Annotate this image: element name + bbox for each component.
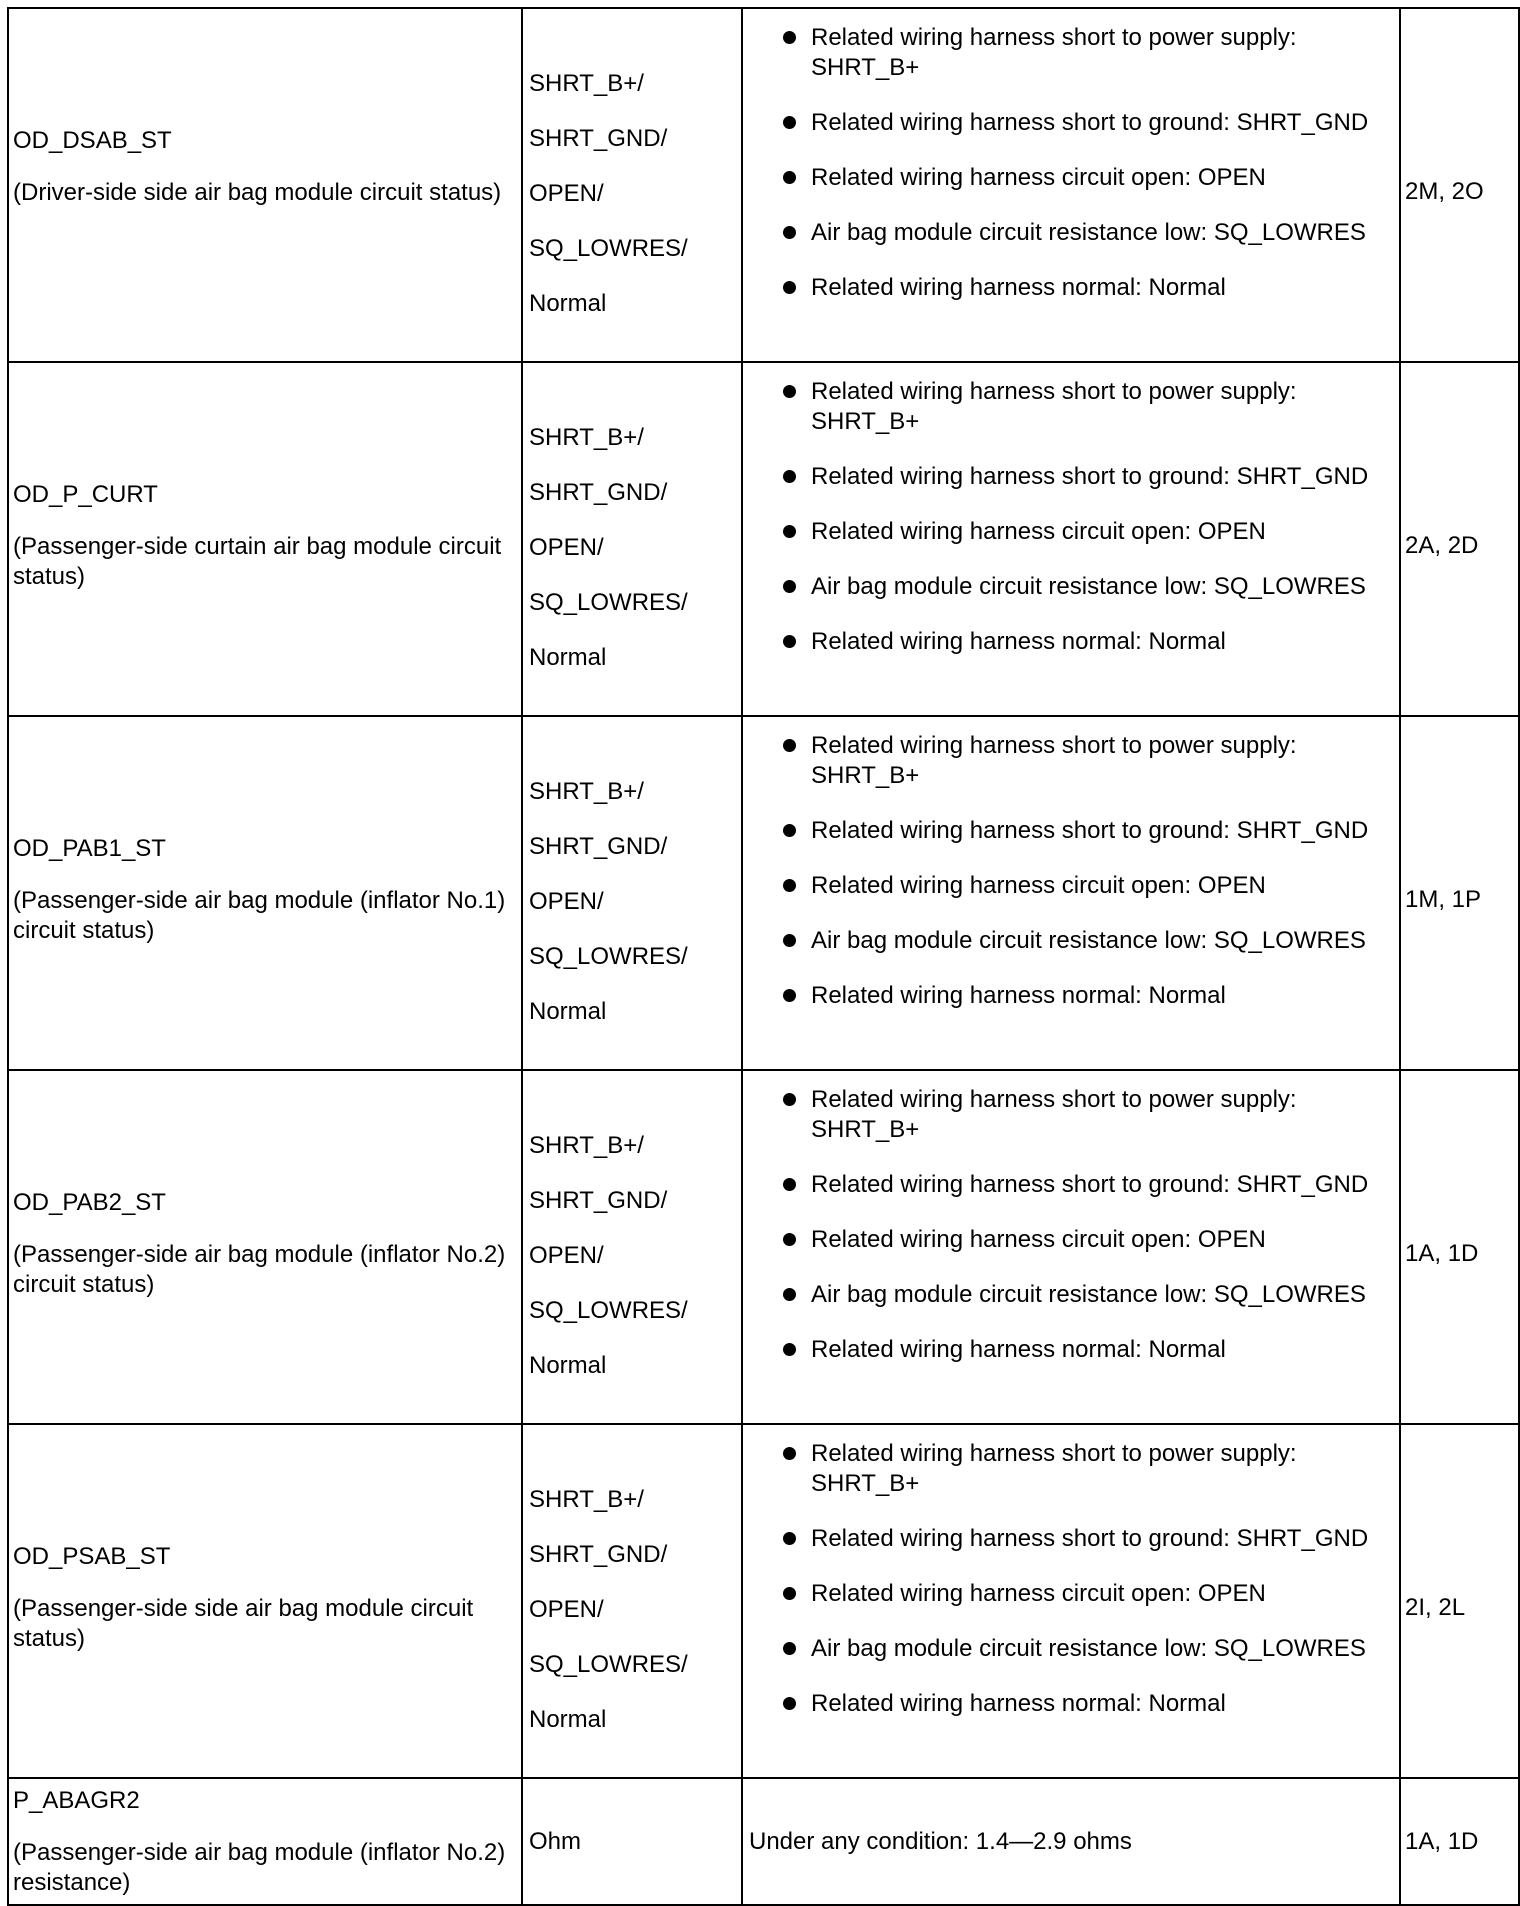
condition-list: [777, 377, 1391, 657]
unit-value: SHRT_GND/: [529, 1541, 668, 1568]
terminal-cell: 2I, 2L: [1400, 1424, 1519, 1778]
unit-value: Normal: [529, 1706, 607, 1733]
unit-value: SQ_LOWRES/: [529, 235, 688, 262]
condition-text: Related wiring harness normal: Normal: [811, 1690, 1226, 1717]
bullet-icon: [783, 1343, 796, 1356]
pid-monitor-table: [7, 7, 1520, 1906]
list-item: [777, 731, 1391, 791]
parameter-cell: [8, 8, 522, 362]
bullet-icon: [783, 116, 796, 129]
table-row: [8, 1778, 1519, 1905]
unit-value: Normal: [529, 998, 607, 1025]
condition-text: Related wiring harness normal: Normal: [811, 628, 1226, 655]
parameter-description: (Passenger-side air bag module (inflator No.2) circuit status): [13, 1241, 506, 1298]
list-item: [777, 1225, 1391, 1255]
list-item: [777, 1085, 1391, 1145]
list-item: [777, 572, 1391, 602]
terminal-cell: 1M, 1P: [1400, 716, 1519, 1070]
list-item: [777, 1634, 1391, 1664]
parameter-description: (Passenger-side air bag module (inflator No.2) resistance): [13, 1838, 506, 1896]
unit-value: SQ_LOWRES/: [529, 1297, 688, 1324]
condition-text: Related wiring harness short to power supply: SHRT_B+: [811, 24, 1297, 81]
parameter-name: OD_P_CURT: [13, 481, 158, 508]
unit-value: Normal: [529, 1352, 607, 1379]
condition-text: Related wiring harness short to power supply: SHRT_B+: [811, 732, 1297, 789]
bullet-icon: [783, 1233, 796, 1246]
unit-value: Normal: [529, 644, 607, 671]
list-item: [777, 1280, 1391, 1310]
parameter-name: P_ABAGR2: [13, 1786, 140, 1814]
list-item: [777, 627, 1391, 657]
unit-value: SHRT_B+/: [529, 70, 644, 97]
parameter-name: OD_PAB2_ST: [13, 1189, 166, 1216]
unit-value: SQ_LOWRES/: [529, 1651, 688, 1678]
unit-cell: [522, 1070, 742, 1424]
condition-list: [777, 1085, 1391, 1365]
list-item: [777, 816, 1391, 846]
unit-value: SHRT_B+/: [529, 1132, 644, 1159]
bullet-icon: [783, 226, 796, 239]
terminal-cell: 1A, 1D: [1400, 1778, 1519, 1905]
bullet-icon: [783, 171, 796, 184]
condition-cell: [742, 716, 1400, 1070]
bullet-icon: [783, 1697, 796, 1710]
unit-value: OPEN/: [529, 1596, 604, 1623]
unit-value: OPEN/: [529, 888, 604, 915]
parameter-cell: [8, 1424, 522, 1778]
table-row: [8, 1070, 1519, 1424]
condition-cell: [742, 362, 1400, 716]
condition-text: Related wiring harness normal: Normal: [811, 1336, 1226, 1363]
bullet-icon: [783, 1532, 796, 1545]
table-row: [8, 362, 1519, 716]
parameter-name: OD_PAB1_ST: [13, 835, 166, 862]
unit-value: SHRT_B+/: [529, 424, 644, 451]
list-item: [777, 981, 1391, 1011]
terminal-cell: 1A, 1D: [1400, 1070, 1519, 1424]
condition-text: Related wiring harness short to power supply: SHRT_B+: [811, 1440, 1297, 1497]
bullet-icon: [783, 580, 796, 593]
unit-value: SHRT_GND/: [529, 833, 668, 860]
condition-text: Related wiring harness circuit open: OPEN: [811, 1226, 1266, 1253]
table-body: [8, 8, 1519, 1905]
condition-text: Related wiring harness short to ground: SHRT_GND: [811, 1525, 1369, 1552]
condition-text: Air bag module circuit resistance low: SQ_LOWRES: [811, 927, 1366, 954]
parameter-description: (Passenger-side air bag module (inflator No.1) circuit status): [13, 887, 506, 944]
bullet-icon: [783, 934, 796, 947]
list-item: [777, 108, 1391, 138]
condition-text: Related wiring harness circuit open: OPEN: [811, 1580, 1266, 1607]
parameter-cell: [8, 362, 522, 716]
list-item: [777, 1439, 1391, 1499]
parameter-name: OD_DSAB_ST: [13, 127, 172, 154]
unit-cell: [522, 362, 742, 716]
bullet-icon: [783, 1288, 796, 1301]
bullet-icon: [783, 31, 796, 44]
unit-value: SHRT_B+/: [529, 778, 644, 805]
condition-text: Related wiring harness short to power supply: SHRT_B+: [811, 378, 1297, 435]
bullet-icon: [783, 824, 796, 837]
condition-text: Related wiring harness normal: Normal: [811, 274, 1226, 301]
unit-cell: [522, 716, 742, 1070]
bullet-icon: [783, 1642, 796, 1655]
list-item: [777, 218, 1391, 248]
list-item: [777, 871, 1391, 901]
table-row: [8, 8, 1519, 362]
condition-text: Air bag module circuit resistance low: SQ_LOWRES: [811, 1635, 1366, 1662]
unit-value: Normal: [529, 290, 607, 317]
condition-text: Related wiring harness circuit open: OPEN: [811, 518, 1266, 545]
condition-text: Related wiring harness normal: Normal: [811, 982, 1226, 1009]
parameter-name: OD_PSAB_ST: [13, 1543, 171, 1570]
list-item: [777, 1524, 1391, 1554]
parameter-cell: [8, 716, 522, 1070]
condition-text: Related wiring harness circuit open: OPEN: [811, 872, 1266, 899]
list-item: [777, 1170, 1391, 1200]
condition-text: Related wiring harness short to ground: SHRT_GND: [811, 1171, 1369, 1198]
terminal-cell: 2M, 2O: [1400, 8, 1519, 362]
unit-cell: Ohm: [522, 1778, 742, 1905]
bullet-icon: [783, 635, 796, 648]
list-item: [777, 273, 1391, 303]
unit-value: SHRT_B+/: [529, 1486, 644, 1513]
list-item: [777, 1579, 1391, 1609]
condition-text: Air bag module circuit resistance low: SQ_LOWRES: [811, 1281, 1366, 1308]
list-item: [777, 462, 1391, 492]
condition-cell: Under any condition: 1.4—2.9 ohms: [742, 1778, 1400, 1905]
table-row: [8, 716, 1519, 1070]
parameter-description: (Passenger-side curtain air bag module circuit status): [13, 533, 502, 590]
bullet-icon: [783, 385, 796, 398]
parameter-cell: [8, 1070, 522, 1424]
unit-cell: [522, 8, 742, 362]
parameter-description: (Passenger-side side air bag module circuit status): [13, 1595, 474, 1652]
bullet-icon: [783, 1447, 796, 1460]
parameter-description: (Driver-side side air bag module circuit status): [13, 179, 502, 206]
condition-text: Related wiring harness short to ground: SHRT_GND: [811, 817, 1369, 844]
condition-text: Related wiring harness circuit open: OPEN: [811, 164, 1266, 191]
condition-list: [777, 1439, 1391, 1719]
condition-cell: [742, 1424, 1400, 1778]
unit-value: SQ_LOWRES/: [529, 943, 688, 970]
parameter-cell: [8, 1778, 522, 1905]
unit-value: SQ_LOWRES/: [529, 589, 688, 616]
bullet-icon: [783, 281, 796, 294]
unit-value: OPEN/: [529, 1242, 604, 1269]
condition-cell: [742, 8, 1400, 362]
unit-cell: [522, 1424, 742, 1778]
list-item: [777, 1335, 1391, 1365]
unit-value: SHRT_GND/: [529, 479, 668, 506]
condition-text: Related wiring harness short to ground: SHRT_GND: [811, 463, 1369, 490]
list-item: [777, 1689, 1391, 1719]
bullet-icon: [783, 989, 796, 1002]
unit-value: SHRT_GND/: [529, 1187, 668, 1214]
bullet-icon: [783, 879, 796, 892]
condition-list: [777, 23, 1391, 303]
list-item: [777, 926, 1391, 956]
bullet-icon: [783, 525, 796, 538]
unit-value: SHRT_GND/: [529, 125, 668, 152]
bullet-icon: [783, 1093, 796, 1106]
terminal-cell: 2A, 2D: [1400, 362, 1519, 716]
list-item: [777, 517, 1391, 547]
bullet-icon: [783, 739, 796, 752]
list-item: [777, 163, 1391, 193]
bullet-icon: [783, 470, 796, 483]
condition-text: Air bag module circuit resistance low: SQ_LOWRES: [811, 573, 1366, 600]
unit-value: OPEN/: [529, 534, 604, 561]
list-item: [777, 377, 1391, 437]
condition-list: [777, 731, 1391, 1011]
unit-value: OPEN/: [529, 180, 604, 207]
condition-text: Related wiring harness short to ground: SHRT_GND: [811, 109, 1369, 136]
condition-cell: [742, 1070, 1400, 1424]
bullet-icon: [783, 1178, 796, 1191]
list-item: [777, 23, 1391, 83]
bullet-icon: [783, 1587, 796, 1600]
condition-text: Air bag module circuit resistance low: SQ_LOWRES: [811, 219, 1366, 246]
table-row: [8, 1424, 1519, 1778]
condition-text: Related wiring harness short to power supply: SHRT_B+: [811, 1086, 1297, 1143]
